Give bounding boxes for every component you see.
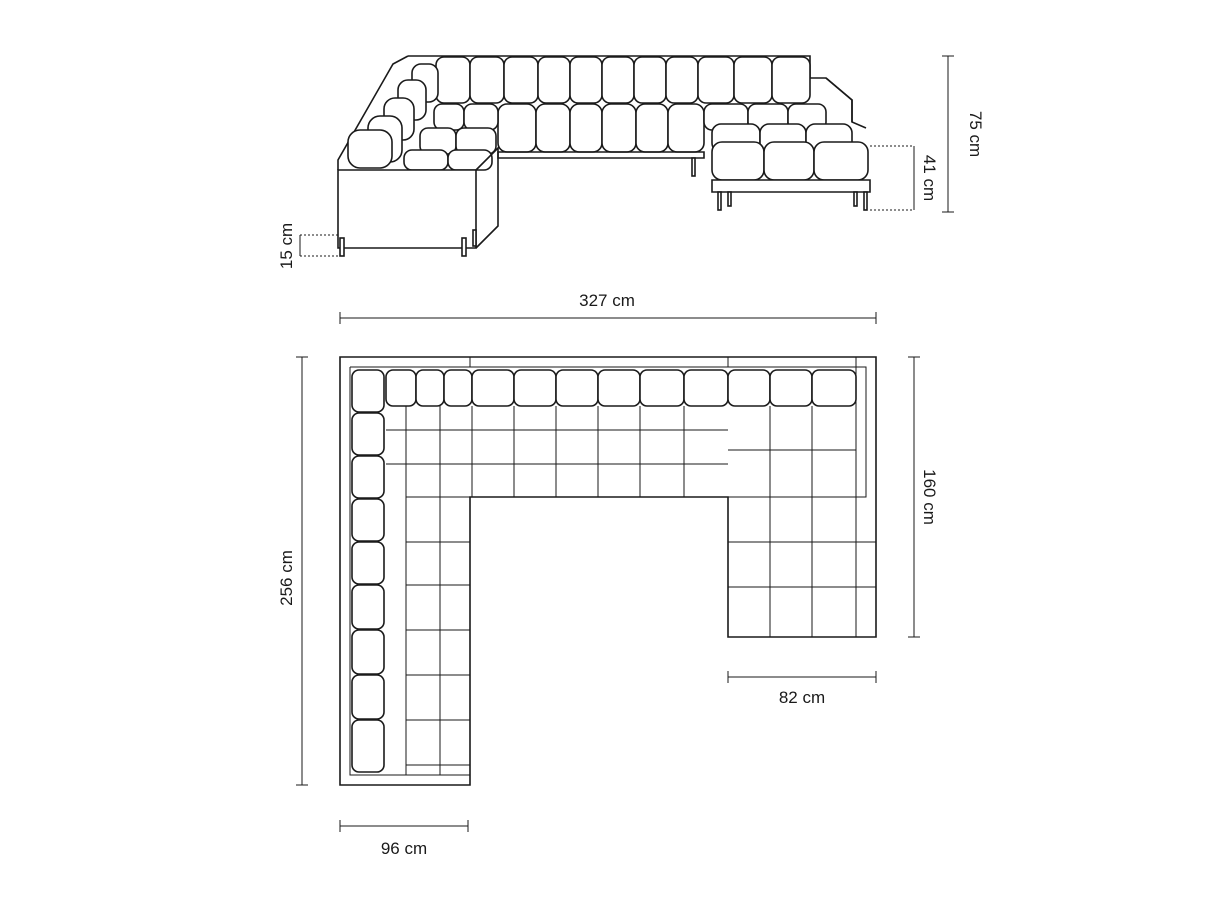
dim-total-height [942,56,985,212]
dim-chaise-width [728,671,876,707]
dim-leg-height-label: 15 cm [277,222,296,270]
back-cushions [436,57,810,103]
dim-total-height-label: 75 cm [966,110,985,158]
dim-arm-width-label: 96 cm [380,839,428,858]
top-back-cushions [386,370,856,406]
sofa-perspective-view [277,56,985,269]
dim-arm-width [340,820,468,858]
middle-seat-cushions [498,104,704,158]
dim-right-depth-label: 160 cm [920,469,939,525]
dim-left-depth-label: 256 cm [277,550,296,606]
dim-total-width-label: 327 cm [579,291,635,310]
left-arm-cushions [352,370,384,772]
seat-grid [386,406,876,775]
dim-chaise-width-label: 82 cm [778,688,826,707]
sofa-top-view [277,291,939,858]
dim-total-width [340,291,876,324]
dim-left-depth [277,357,308,785]
dim-leg-height [277,223,338,269]
dim-seat-height [870,146,939,210]
dim-right-depth [908,357,939,637]
right-seat-cushions [704,104,868,180]
dim-seat-height-label: 41 cm [920,154,939,202]
